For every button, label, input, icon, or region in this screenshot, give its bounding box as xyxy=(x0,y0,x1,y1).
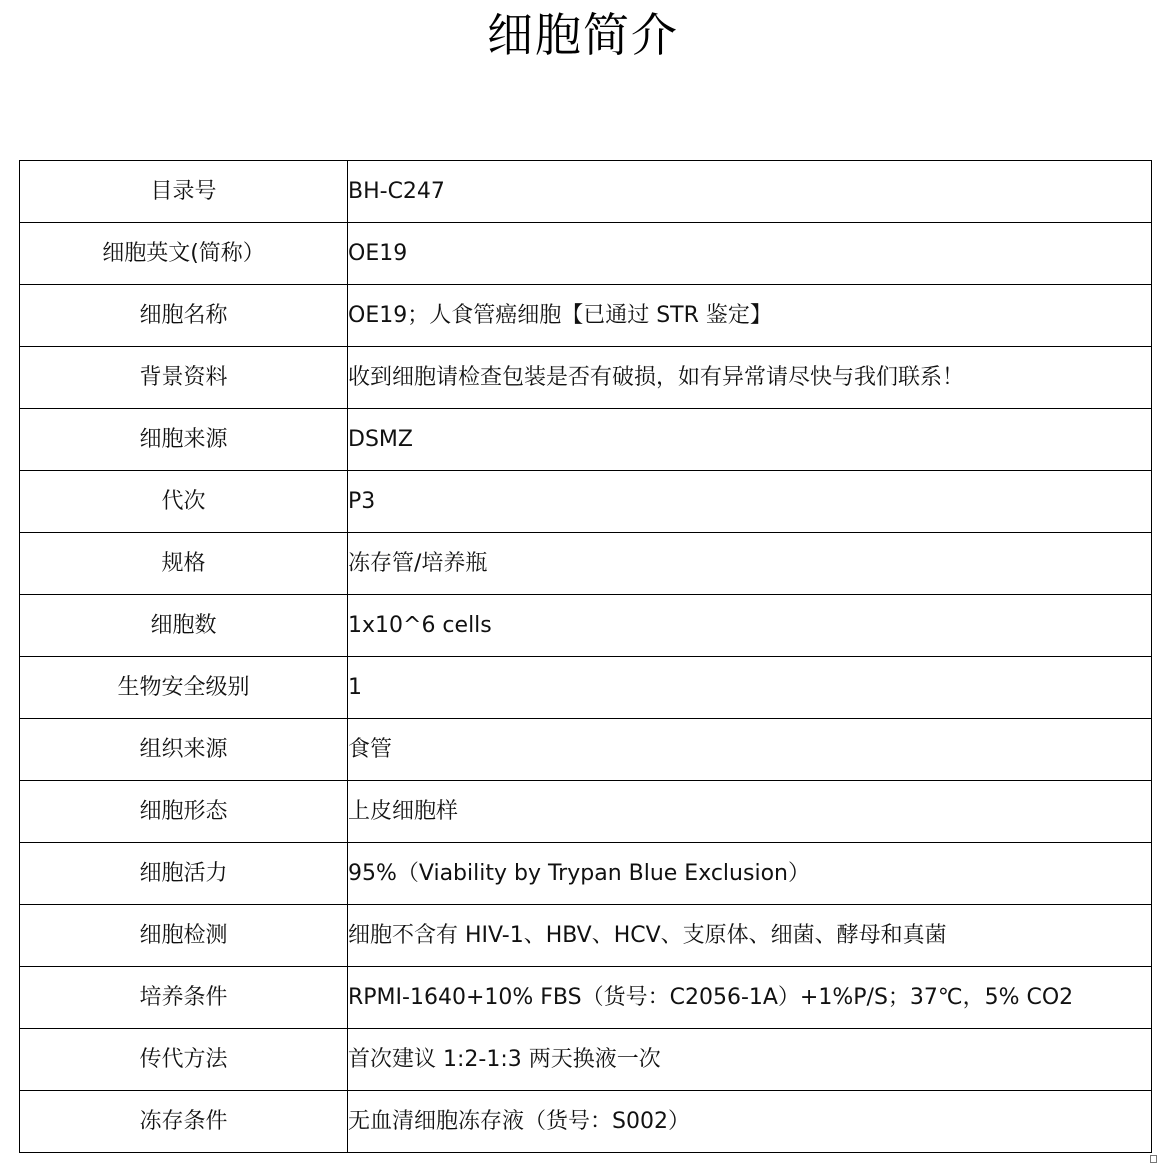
row-label: 培养条件 xyxy=(20,967,348,1029)
page-title: 细胞简介 xyxy=(487,8,679,62)
row-label: 组织来源 xyxy=(20,719,348,781)
table-row-testing xyxy=(20,905,1152,967)
row-label: 规格 xyxy=(20,533,348,595)
table-row-culture-conditions xyxy=(20,967,1152,1029)
row-value: 1x10^6 cells xyxy=(348,595,1152,657)
row-label: 生物安全级别 xyxy=(20,657,348,719)
row-label: 细胞数 xyxy=(20,595,348,657)
paragraph-end-mark xyxy=(1150,1155,1157,1163)
table-row-cell-source xyxy=(20,409,1152,471)
table-row-passage-method xyxy=(20,1029,1152,1091)
row-value: 1 xyxy=(348,657,1152,719)
row-value: 首次建议 1:2-1:3 两天换液一次 xyxy=(348,1029,1152,1091)
row-label: 目录号 xyxy=(20,161,348,223)
table-row-cell-name xyxy=(20,285,1152,347)
row-value: BH-C247 xyxy=(348,161,1152,223)
row-label: 细胞名称 xyxy=(20,285,348,347)
table-row-passage xyxy=(20,471,1152,533)
row-value: 上皮细胞样 xyxy=(348,781,1152,843)
row-label: 背景资料 xyxy=(20,347,348,409)
row-label: 冻存条件 xyxy=(20,1091,348,1153)
table-row-catalog-number xyxy=(20,161,1152,223)
row-label: 细胞检测 xyxy=(20,905,348,967)
row-value: 食管 xyxy=(348,719,1152,781)
table-row-morphology xyxy=(20,781,1152,843)
row-label: 细胞来源 xyxy=(20,409,348,471)
row-value: P3 xyxy=(348,471,1152,533)
table-row-cryopreservation xyxy=(20,1091,1152,1153)
row-label: 细胞形态 xyxy=(20,781,348,843)
row-label: 细胞英文(简称） xyxy=(20,223,348,285)
table-row-background xyxy=(20,347,1152,409)
row-label: 代次 xyxy=(20,471,348,533)
row-value: DSMZ xyxy=(348,409,1152,471)
row-value: RPMI-1640+10% FBS（货号：C2056-1A）+1%P/S；37℃，5% CO2 xyxy=(348,967,1152,1029)
table-row-biosafety-level xyxy=(20,657,1152,719)
table-row-specification xyxy=(20,533,1152,595)
table-row-tissue-source xyxy=(20,719,1152,781)
row-value: OE19；人食管癌细胞【已通过 STR 鉴定】 xyxy=(348,285,1152,347)
row-value: 收到细胞请检查包装是否有破损，如有异常请尽快与我们联系！ xyxy=(348,347,1152,409)
row-value: 冻存管/培养瓶 xyxy=(348,533,1152,595)
row-label: 细胞活力 xyxy=(20,843,348,905)
table-row-viability xyxy=(20,843,1152,905)
cell-info-table xyxy=(19,160,1152,1153)
row-value: 95%（Viability by Trypan Blue Exclusion） xyxy=(348,843,1152,905)
row-value: OE19 xyxy=(348,223,1152,285)
row-label: 传代方法 xyxy=(20,1029,348,1091)
row-value: 无血清细胞冻存液（货号：S002） xyxy=(348,1091,1152,1153)
row-value: 细胞不含有 HIV-1、HBV、HCV、支原体、细菌、酵母和真菌 xyxy=(348,905,1152,967)
table-row-english-name xyxy=(20,223,1152,285)
table-row-cell-count xyxy=(20,595,1152,657)
